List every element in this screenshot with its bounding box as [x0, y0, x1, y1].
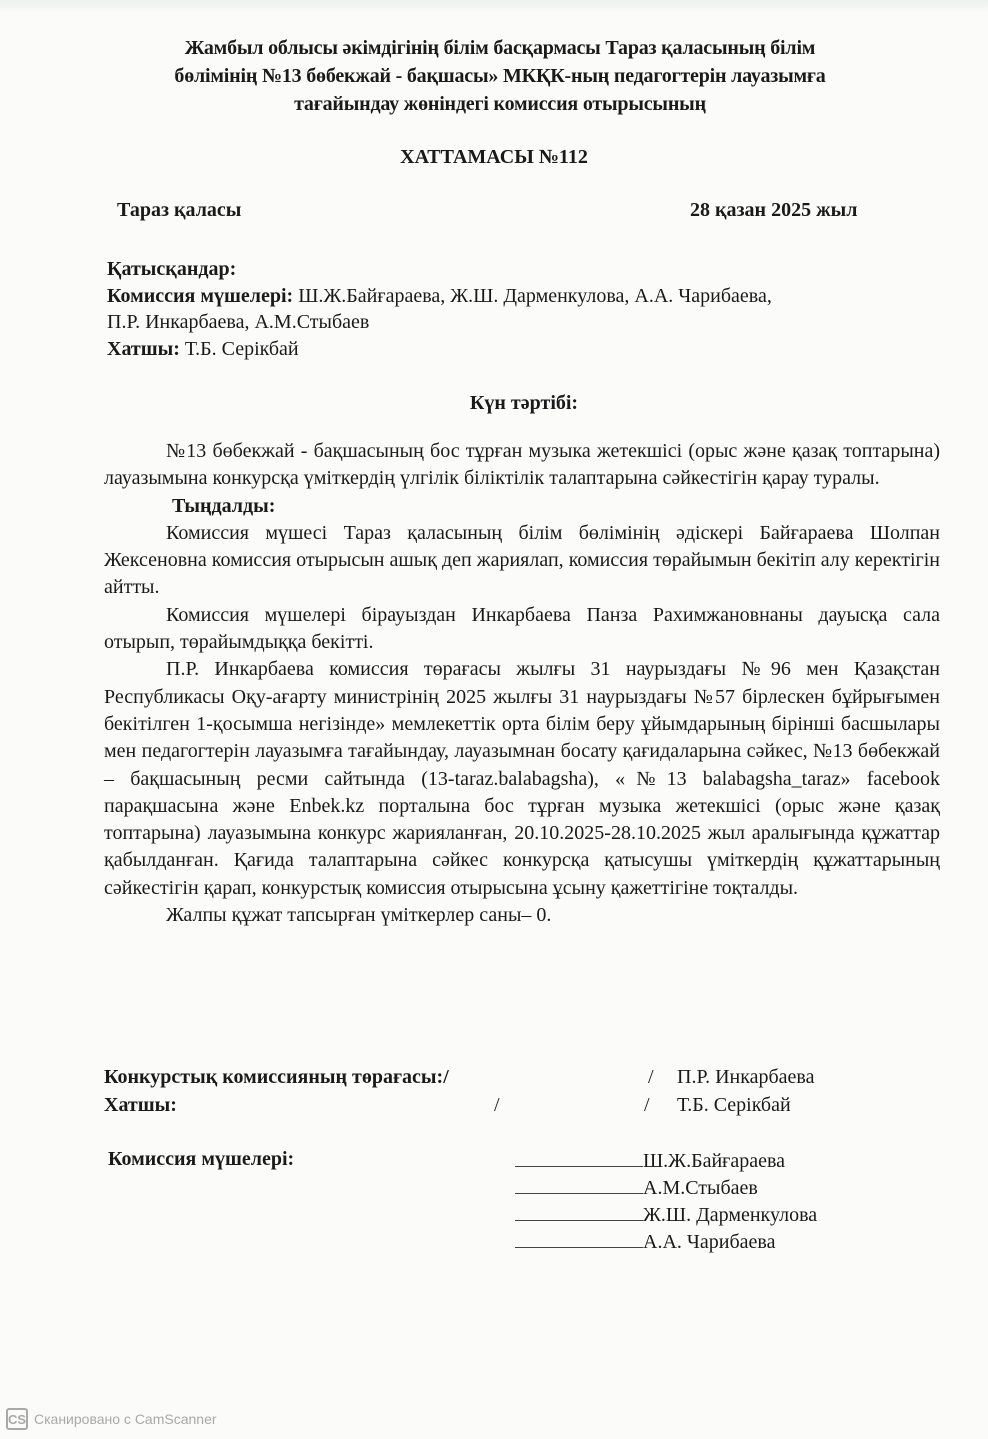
city: Тараз қаласы [117, 199, 242, 221]
signature-line [515, 1177, 643, 1194]
header-line-1: Жамбыл облысы әкімдігінің білім басқармасы Тараз қаласының білім [184, 37, 816, 59]
heard-paragraph: Комиссия мүшесі Тараз қаласының білім бөлімінің әдіскері Байғараева Шолпан Жексеновна комиссия отырысын ашық деп жариялап, комиссия төрайымын бекітіп алу керектігін айтты. [104, 521, 940, 599]
heard-title: Тыңдалды: [172, 494, 276, 517]
member-signature-row: Ж.Ш. Дарменкулова [515, 1202, 817, 1229]
heard-paragraph: Жалпы құжат тапсырған үміткерлер саны– 0. [166, 904, 552, 927]
secretary-label: Хатшы: [107, 337, 180, 360]
scan-edge [0, 0, 988, 14]
members-label: Комиссия мүшелері: [107, 284, 294, 307]
members-sign-label: Комиссия мүшелері: [108, 1148, 295, 1170]
watermark-text: Сканировано с CamScanner [34, 1411, 217, 1427]
header-line-3: тағайындау жөніндегі комиссия отырысының [294, 93, 706, 115]
body-text [104, 438, 940, 929]
signature-line [515, 1150, 643, 1167]
members-signature-list [515, 1148, 817, 1256]
signature-line [515, 1204, 643, 1221]
secretary-sign-label: Хатшы: [104, 1094, 177, 1116]
heard-paragraph: П.Р. Инкарбаева комиссия төрағасы жылғы 31 наурыздағы №96 мен Қазақстан Республикасы Оқу-ағарту министрінің 2025 жылғы 31 наурыздағы №57 бірлескен бұйрығымен бекітілген 1-қосымша негізінде» мемлекеттік орта білім беру ұйымдарының бірінші басшылары мен педагогтерін лауазымға тағайындау, лауазымнан босату қағидаларына сәйкес, №13 бөбекжай – бақшасының ресми сайтында (13-taraz.balabagsha), «№13 balabagsha_taraz» facebook парақшасына және Enbek.kz порталына бос тұрған музыка жетекшісі (орыс және қазақ топтарына) лауазымына конкурс жарияланған, 20.10.2025-28.10.2025 жыл аралығында құжаттар қабылданған. Қағида талаптарына сәйкес конкурсқа қатысушы үміткердің құжаттарының сәйкестігін қарап, конкурстық комиссия отырысына ұсыну қажеттігіне тоқталды. [104, 658, 940, 899]
signature-line [515, 1231, 643, 1248]
member-signature-row: А.А. Чарибаева [515, 1229, 817, 1256]
participants-heading: Қатысқандар: [107, 258, 237, 280]
date: 28 қазан 2025 жыл [690, 199, 858, 221]
secretary-sign-name: Т.Б. Серікбай [677, 1094, 791, 1116]
secretary-slash-1: / [494, 1094, 500, 1116]
document-header [100, 34, 900, 118]
agenda-title: Күн тәртібі: [469, 392, 579, 414]
protocol-title: ХАТТАМАСЫ №112 [400, 146, 588, 168]
camscanner-watermark [6, 1408, 217, 1430]
member-signature-row: А.М.Стыбаев [515, 1175, 817, 1202]
chair-label: Конкурстық комиссияның төрағасы:/ [104, 1066, 449, 1088]
chair-slash: / [648, 1066, 654, 1088]
participants-section [107, 256, 907, 362]
camscanner-logo-icon: CS [6, 1408, 28, 1430]
members-value: Ш.Ж.Байғараева, Ж.Ш. Дарменкулова, А.А. Чарибаева, [293, 284, 772, 307]
member-signature-row: Ш.Ж.Байғараева [515, 1148, 817, 1175]
members-value-2: П.Р. Инкарбаева, А.М.Стыбаев [107, 311, 370, 333]
agenda-text: №13 бөбекжай - бақшасының бос тұрған музыка жетекшісі (орыс және қазақ топтарына) лауазымына конкурсқа үміткердің үлгілік біліктілік талаптарына сәйкестігін қарау туралы. [104, 440, 940, 490]
heard-paragraph: Комиссия мүшелері бірауыздан Инкарбаева Панза Рахимжановнаны дауысқа сала отырып, төрайымдыққа бекітті. [104, 603, 940, 654]
header-line-2: бөлімінің №13 бөбекжай - бақшасы» МКҚК-ның педагогтерін лауазымға [174, 65, 826, 87]
secretary-value: Т.Б. Серікбай [179, 337, 299, 360]
chair-name: П.Р. Инкарбаева [677, 1066, 815, 1088]
secretary-slash-2: / [644, 1094, 650, 1116]
